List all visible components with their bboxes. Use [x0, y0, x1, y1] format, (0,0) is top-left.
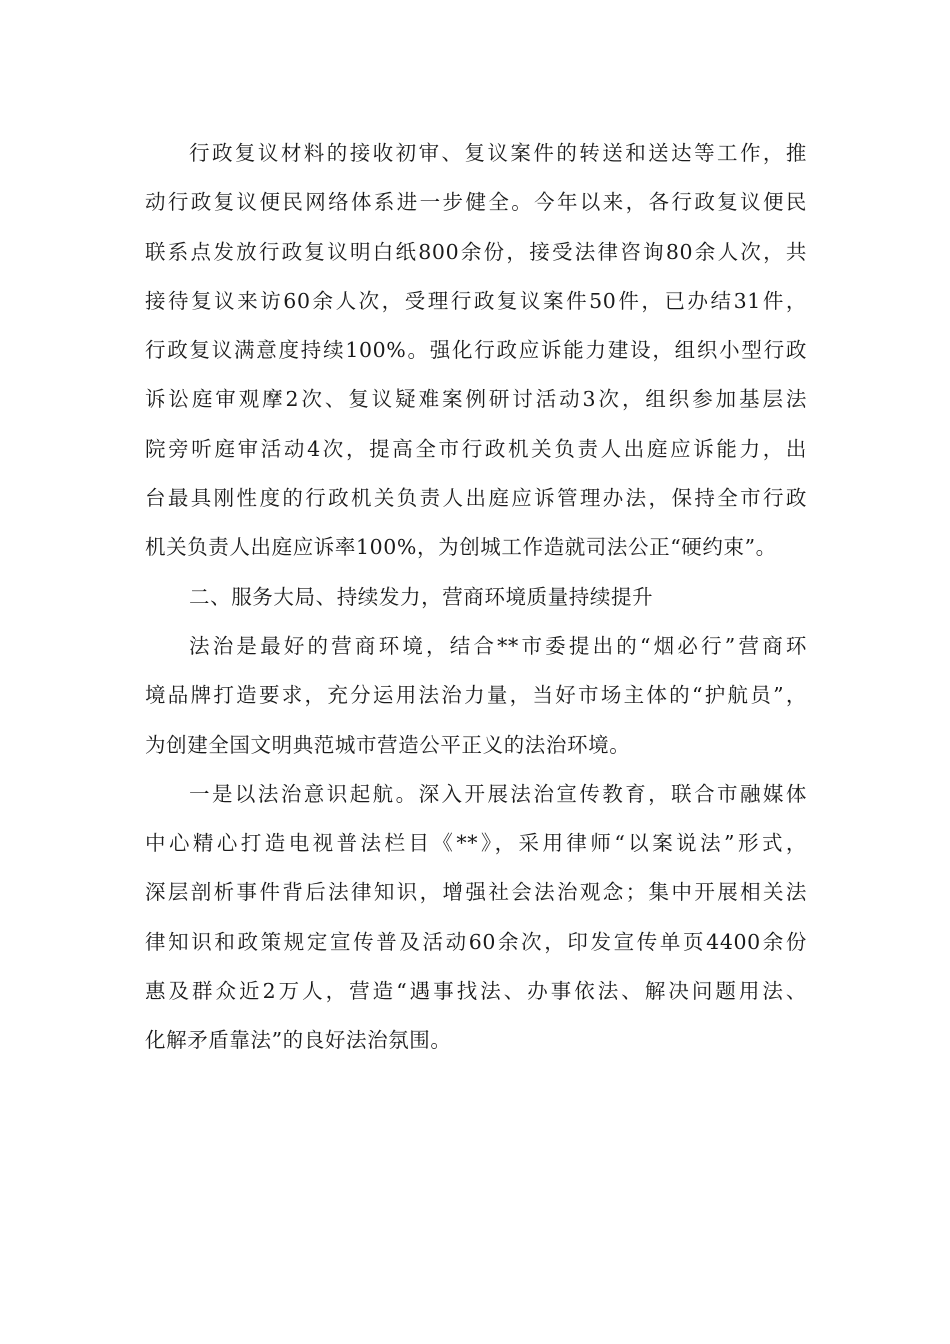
- section-heading: [145, 573, 807, 622]
- text-line: 为创建全国文明典范城市营造公平正义的法治环境。: [145, 732, 631, 757]
- text-line: 行政复议满意度持续100%。强化行政应诉能力建设，组织小型行政: [145, 338, 807, 363]
- text-line: 接待复议来访60余人次，受理行政复议案件50件，已办结31件，: [145, 288, 807, 313]
- text-line: 一是以法治意识起航。深入开展法治宣传教育，联合市融媒体: [189, 781, 807, 806]
- text-line: 联系点发放行政复议明白纸800余份，接受法律咨询80余人次，共: [145, 239, 807, 264]
- text-line: 机关负责人出庭应诉率100%，为创城工作造就司法公正“硬约束”。: [145, 535, 777, 560]
- text-line: 诉讼庭审观摩2次、复议疑难案例研讨活动3次，组织参加基层法: [145, 387, 807, 412]
- text-line: 深层剖析事件背后法律知识，增强社会法治观念；集中开展相关法: [145, 880, 807, 905]
- text-line: 惠及群众近2万人，营造“遇事找法、办事依法、解决问题用法、: [145, 979, 807, 1004]
- paragraph-legal-awareness: [145, 770, 807, 1066]
- text-line: 法治是最好的营商环境，结合**市委提出的“烟必行”营商环: [189, 633, 807, 658]
- document-body: [145, 129, 807, 1066]
- text-line: 境品牌打造要求，充分运用法治力量，当好市场主体的“护航员”，: [145, 683, 807, 708]
- text-line: 院旁听庭审活动4次，提高全市行政机关负责人出庭应诉能力，出: [145, 436, 807, 461]
- text-line: 动行政复议便民网络体系进一步健全。今年以来，各行政复议便民: [145, 190, 807, 215]
- text-line: 化解矛盾靠法”的良好法治氛围。: [145, 1028, 452, 1053]
- section-heading-text: 二、服务大局、持续发力，营商环境质量持续提升: [189, 584, 654, 609]
- text-line: 台最具刚性度的行政机关负责人出庭应诉管理办法，保持全市行政: [145, 486, 807, 511]
- paragraph-administrative-review: [145, 129, 807, 573]
- text-line: 中心精心打造电视普法栏目《**》，采用律师“以案说法”形式，: [145, 831, 807, 856]
- text-line: 行政复议材料的接收初审、复议案件的转送和送达等工作，推: [189, 141, 807, 165]
- text-line: 律知识和政策规定宣传普及活动60余次，印发宣传单页4400余份: [145, 929, 807, 954]
- paragraph-business-environment: [145, 622, 807, 770]
